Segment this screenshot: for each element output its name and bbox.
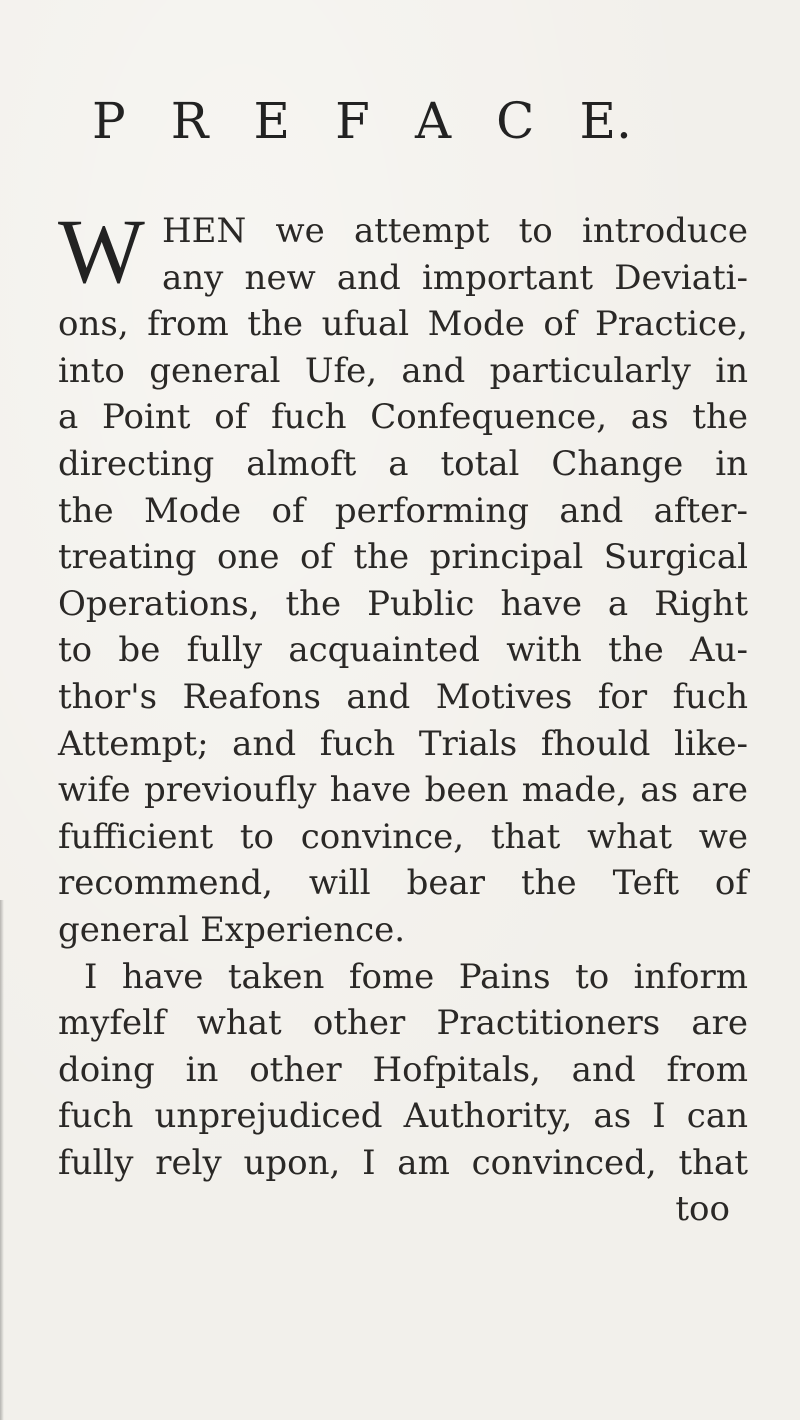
body-text <box>58 200 748 1233</box>
text-line: fuch unprejudiced Authority, as I can <box>58 1096 748 1137</box>
text-line: a Point of fuch Confequence, as the <box>58 397 748 438</box>
text-line: ons, from the ufual Mode of Practice, <box>58 304 748 345</box>
page-title <box>92 92 632 150</box>
text-line: any new and important Deviati- <box>162 257 748 298</box>
text-line: directing almoft a total Change in <box>58 443 748 484</box>
text-line: HEN we attempt to introduce <box>162 211 748 251</box>
text-line: wife previoufly have been made, as are <box>58 770 748 811</box>
title-letter: C <box>496 92 535 150</box>
drop-cap: W <box>58 200 145 302</box>
title-letter: E <box>253 92 291 150</box>
text-line: Operations, the Public have a Right <box>58 583 748 624</box>
text-line: treating one of the principal Surgical <box>58 537 748 578</box>
text-line: the Mode of performing and after- <box>58 490 748 531</box>
paragraph-2 <box>58 954 748 1234</box>
title-letter: R <box>170 92 209 150</box>
text-line: doing in other Hofpitals, and from <box>58 1049 748 1090</box>
title-letter: E. <box>579 92 632 150</box>
text-line: to be fully acquainted with the Au- <box>58 630 748 671</box>
paragraph-1 <box>58 200 748 954</box>
text-line: recommend, will bear the Teft of <box>58 863 748 904</box>
title-letter: F <box>335 92 370 150</box>
text-line: Attempt; and fuch Trials fhould like- <box>58 723 748 764</box>
page-edge-shadow <box>0 900 4 1420</box>
text-line: myfelf what other Practitioners are <box>58 1003 748 1044</box>
text-line: general Experience. <box>58 909 406 950</box>
text-line: fully rely upon, I am convinced, that <box>58 1142 748 1183</box>
text-line: fufficient to convince, that what we <box>58 816 748 857</box>
text-line: into general Ufe, and particularly in <box>58 350 748 391</box>
title-letter: P <box>92 92 126 150</box>
catchword: too <box>675 1189 730 1230</box>
text-line: thor's Reafons and Motives for fuch <box>58 676 748 717</box>
title-letter: A <box>414 92 452 150</box>
text-line: I have taken fome Pains to inform <box>84 956 748 997</box>
